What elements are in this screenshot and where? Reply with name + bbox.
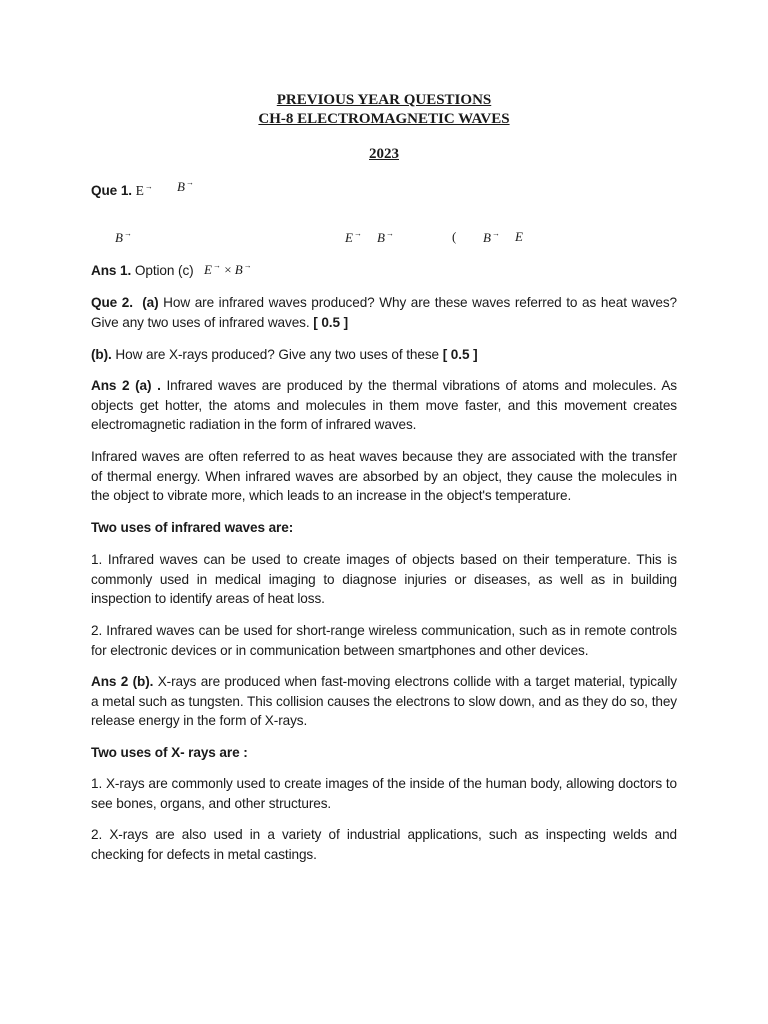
xray-use-1: 1. X-rays are commonly used to create images of the inside of the human body, allowing doctors to see bones, organs, and other structures. [91,776,677,811]
answer-2a-paragraph-2: Infrared waves are often referred to as heat waves because they are associated with the transfer of thermal energy. When infrared waves are absorbed by an object, they cause the molecules in the object to vibrate more, which leads to an increase in the object's temperature. [91,449,677,504]
question-2b-part: (b). [91,347,112,362]
xray-uses-heading: Two uses of X- rays are : [91,745,248,760]
answer-2b-paragraph: Ans 2 (b). X-rays are produced when fast-moving electrons collide with a target material, typically a metal such as tungsten. This collision causes the electrons to slow down, and as they do so, they release energy in the form of X-rays. [91,674,677,729]
q1-open-paren: ( [452,229,457,244]
answer-1-label: Ans 1. [91,263,132,278]
question-2b-text: How are X-rays produced? Give any two uses of these [115,347,440,362]
answer-2a-label: Ans 2 (a) . [91,378,161,393]
answer-2a-paragraph-1: Ans 2 (a) . Infrared waves are produced by the thermal vibrations of atoms and molecules. As objects get hotter, the atoms and molecules in them move faster, and this movement creates electromagnetic radiation in the form of infrared waves. [91,378,677,433]
question-1-label: Que 1. [91,183,132,198]
question-2a [91,293,677,332]
infrared-uses-heading: Two uses of infrared waves are: [91,520,294,535]
question-2a-marks: [ 0.5 ] [313,314,349,330]
q1-b-vector: B→ [177,178,194,194]
answer-1-formula: E→ × B→ [204,261,252,277]
question-2b [91,345,677,365]
chapter-title: CH-8 ELECTROMAGNETIC WAVES [258,111,510,127]
q1-option-b-vector-2: B→ [377,229,394,245]
infrared-use-2: 2. Infrared waves can be used for short-range wireless communication, such as in remote controls for electronic devices or in communication between smartphones and other devices. [91,623,677,658]
q1-e-vector: E→ [135,182,153,198]
question-2-label: Que 2. [91,295,133,310]
q1-option-e: E [515,229,523,244]
q1-option-b-vector: B→ [115,229,132,245]
q1-option-e-vector: E→ [345,229,362,245]
document-title: PREVIOUS YEAR QUESTIONS [276,92,492,108]
question-2a-text: How are infrared waves produced? Why are these waves referred to as heat waves? Give any two uses of infrared waves. [91,295,678,330]
q1-option-b-vector-3: B→ [483,229,500,245]
year-heading: 2023 [369,146,399,162]
question-2b-marks: [ 0.5 ] [442,347,478,362]
answer-1-text: Option (c) [134,263,194,278]
xray-use-2: 2. X-rays are also used in a variety of industrial applications, such as inspecting welds and checking for defects in metal castings. [91,827,677,862]
question-2a-part: (a) [142,295,159,310]
answer-2b-label: Ans 2 (b). [91,674,154,689]
answer-1 [91,261,677,281]
infrared-use-1: 1. Infrared waves can be used to create images of objects based on their temperature. This is commonly used in medical imaging to diagnose injuries or diseases, as well as in building inspection to identify areas of heat loss. [91,552,677,607]
